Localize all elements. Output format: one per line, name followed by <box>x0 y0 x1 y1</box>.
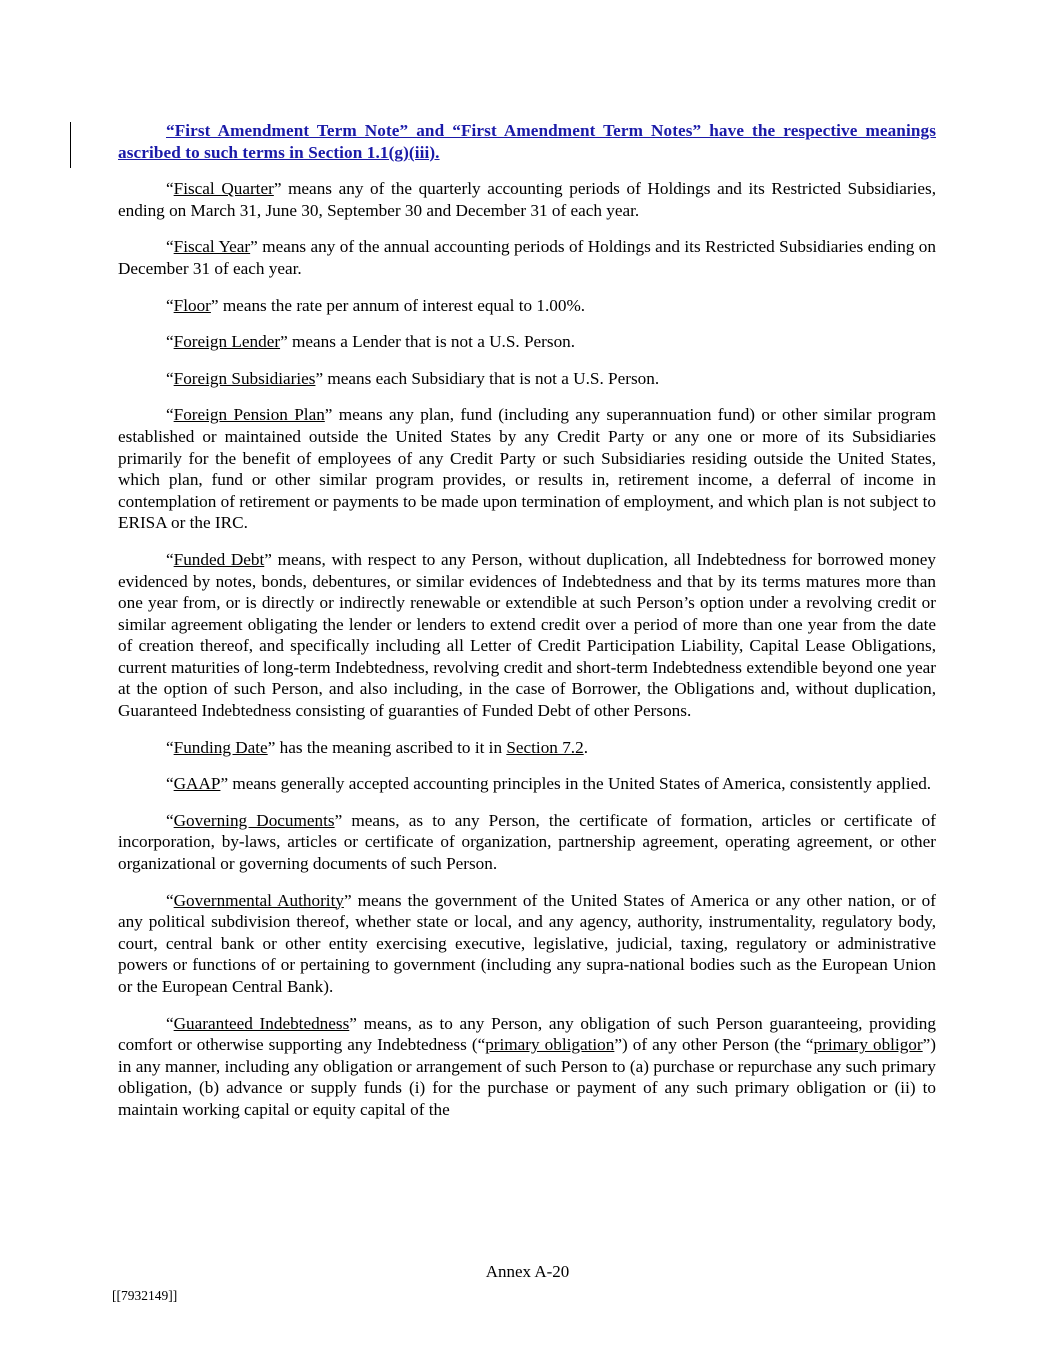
quote-open: “ <box>166 774 174 794</box>
quote-open: “ <box>166 890 174 910</box>
defined-term: Funded Debt <box>173 549 265 569</box>
definition-text-end: ”) in any manner, including any obligation or arrangement of such Person to (a) purchase or repurchase any such primary obligation, (b) advance or supply funds (i) for the purchase or payment of any such primary obligation or (ii) to maintain working capital or equity capital of the <box>118 1035 936 1119</box>
definition-fiscal-quarter <box>118 178 936 221</box>
defined-term: Funding Date <box>173 737 268 757</box>
definition-governmental-authority <box>118 890 936 998</box>
defined-term: Foreign Lender <box>173 332 281 352</box>
definition-text: ” means any plan, fund (including any superannuation fund) or other similar program established or maintained outside the United States by any Credit Party or any one or more of its Subsidiaries primarily for the benefit of employees of any Credit Party or such Subsidiaries residing outside the United States, which plan, fund or other similar program provides, or results in, retirement income, a deferral of income in contemplation of retirement or payments to be made upon termination of employment, and which plan is not subject to ERISA or the IRC. <box>118 405 936 533</box>
definition-gaap <box>118 773 936 795</box>
definition-text: ” has the meaning ascribed to it in <box>267 737 507 757</box>
definition-foreign-pension-plan <box>118 404 936 534</box>
defined-term: GAAP <box>173 774 221 794</box>
definition-text: ” means, with respect to any Person, without duplication, all Indebtedness for borrowed money evidenced by notes, bonds, debentures, or similar evidences of Indebtedness and that by its terms matures more than one year from, or is directly or indirectly renewable or extendible at such Person’s option under a revolving credit or similar agreement obligating the lender or lenders to extend credit over a period of more than one year from the date of creation thereof, and specifically including all Letter of Credit Participation Liability, Capital Lease Obligations, current maturities of long-term Indebtedness, revolving credit and short-term Indebtedness extendible beyond one year at the option of such Person, and also including, in the case of Borrower, the Obligations and, without duplication, Guaranteed Indebtedness consisting of guaranties of Funded Debt of other Persons. <box>118 549 936 721</box>
defined-term: Governing Documents <box>173 810 335 830</box>
definition-guaranteed-indebtedness <box>118 1013 936 1121</box>
quote-open: “ <box>166 1013 174 1033</box>
definition-floor <box>118 295 936 317</box>
inline-defined-term-primary-obligation: primary obligation <box>485 1035 615 1055</box>
definition-text: ” means a Lender that is not a U.S. Person. <box>280 332 576 352</box>
definition-text: ” means any of the annual accounting periods of Holdings and its Restricted Subsidiaries ending on December 31 of each year. <box>118 237 936 278</box>
definition-text: ” means the government of the United States of America or any other nation, or of any political subdivision thereof, whether state or local, and any agency, authority, instrumentality, regulatory body, court, central bank or other entity exercising executive, legislative, judicial, taxing, regulatory or administrative powers or functions of or pertaining to government (including any supra-national bodies such as the European Union or the European Central Bank). <box>118 890 936 996</box>
quote-open: “ <box>166 549 174 569</box>
defined-term: Floor <box>173 295 211 315</box>
definition-funding-date <box>118 737 936 759</box>
revision-change-bar <box>70 122 71 168</box>
definition-text-middle: ”) of any other Person (the “ <box>614 1035 814 1055</box>
definition-foreign-subsidiaries <box>118 368 936 390</box>
definition-text: ” means, as to any Person, any obligation of such Person guaranteeing, providing comfort or otherwise supporting any Indebtedness (“ <box>118 1013 936 1055</box>
quote-open: “ <box>166 295 174 315</box>
defined-term: Guaranteed Indebtedness <box>173 1013 350 1033</box>
definition-funded-debt <box>118 549 936 722</box>
defined-term: Foreign Subsidiaries <box>173 368 316 388</box>
page-footer-label: Annex A-20 <box>485 1262 570 1281</box>
definition-governing-documents <box>118 810 936 875</box>
defined-term: Foreign Pension Plan <box>173 405 325 425</box>
definition-text-end: . <box>583 737 588 757</box>
definition-text: ” means each Subsidiary that is not a U.S. Person. <box>315 368 660 388</box>
document-code-footer: [[7932149]] <box>112 1288 178 1303</box>
defined-term: Fiscal Quarter <box>173 179 274 199</box>
definition-text: ” means generally accepted accounting principles in the United States of America, consistently applied. <box>220 774 932 794</box>
definition-text: ” means the rate per annum of interest equal to 1.00%. <box>210 295 586 315</box>
amended-definition-paragraph: “First Amendment Term Note” and “First Amendment Term Notes” have the respective meanings ascribed to such terms in Section 1.1(g)(iii). <box>118 121 936 162</box>
quote-open: “ <box>166 332 174 352</box>
definition-foreign-lender <box>118 331 936 353</box>
definition-fiscal-year <box>118 236 936 279</box>
definition-text: ” means any of the quarterly accounting periods of Holdings and its Restricted Subsidiaries, ending on March 31, June 30, September 30 and December 31 of each year. <box>118 179 937 220</box>
inline-defined-term-primary-obligor: primary obligor <box>813 1035 923 1055</box>
quote-open: “ <box>166 237 174 257</box>
defined-term: Governmental Authority <box>173 890 344 910</box>
defined-term: Fiscal Year <box>173 237 251 257</box>
quote-open: “ <box>166 179 174 199</box>
quote-open: “ <box>166 368 174 388</box>
section-cross-reference[interactable]: Section 7.2 <box>506 737 584 757</box>
definition-text: ” means, as to any Person, the certificate of formation, articles or certificate of incorporation, by-laws, articles or certificate of organization, partnership agreement, operating agreement, or other organizational or governing documents of such Person. <box>118 810 937 874</box>
quote-open: “ <box>166 405 174 425</box>
quote-open: “ <box>166 810 174 830</box>
document-body <box>118 120 936 1121</box>
quote-open: “ <box>166 737 174 757</box>
